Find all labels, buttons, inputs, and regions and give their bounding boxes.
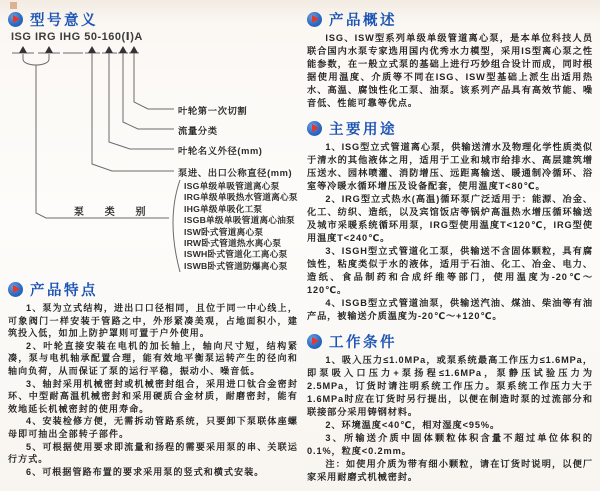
- section-title-model: 型号意义: [30, 12, 98, 29]
- play-triangle-icon: [312, 337, 319, 345]
- model-code: ISG IRG IHG 50-160(Ⅰ)A: [11, 31, 143, 43]
- play-icon: [307, 121, 322, 136]
- play-icon: [8, 282, 23, 297]
- use-item: 3、ISGH型立式管道化工泵，供输送不含固体颗粒，具有腐蚀性，粘度类似于水的液体，适用于石油、化工、冶金、电力、造纸、食品制药和合成纤维等部门，使用温度为-20℃～120℃。: [307, 246, 593, 295]
- leader-line-category: [36, 65, 169, 218]
- overview-paragraph: ISG、ISW型系列单级单级管道离心泵，是本单位科技人员联合国内水泵专家选用国内优秀水力模型，采用IS型离心泵之性能参数，在一般立式泵的基础上进行巧妙组合设计而成，同时根据使用温度、介质等不同在ISG、ISW型基础上派生出适用热水、高温、腐蚀性化工泵、油泵。该系列产品具有高效节能、噪音低、性能可靠等优点。: [307, 33, 593, 108]
- play-triangle-icon: [13, 285, 20, 293]
- section-title-features: 产品特点: [30, 282, 98, 299]
- left-column: [8, 8, 298, 478]
- section-header-features: [8, 280, 298, 298]
- pump-type-item: ISWH卧式管道化工离心泵: [184, 249, 288, 260]
- feature-item: 3、轴封采用机械密封或机械密封组合，采用进口钛合金密封环、中型耐高温机械密封和采用硬质合金材质，耐磨密封，能有效地延长机械密封的使用寿命。: [8, 378, 298, 414]
- section-title-conditions: 工作条件: [329, 334, 397, 351]
- play-icon: [307, 12, 322, 27]
- use-item: 4、ISGB型立式管道油泵，供输送汽油、煤油、柴油等有油产品，被输送介质温度为-20℃～+120℃。: [307, 298, 593, 321]
- section-title-overview: 产品概述: [329, 12, 397, 29]
- right-column: [307, 8, 593, 484]
- feature-item: 4、安装检修方便，无需拆动管路系统，只要卸下泵联体座螺母即可抽出全部转子部件。: [8, 416, 298, 439]
- leader-line-roman: [123, 53, 174, 129]
- condition-item: 1、吸入压力≤1.0MPa，或泵系统最高工作压力≤1.6MPa，即泵吸入口压力+泵扬程≤1.6MPa，泵静压试验压力为2.5MPa，订货时请注明系统工作压力。泵系统工作压力大于1.6MPa时应在订货时另行提出，以便在制造时泵的过流部分和联接部分采用铸钢材料。: [307, 355, 593, 417]
- play-icon: [8, 12, 23, 27]
- arrow-markers: [19, 46, 138, 53]
- label-impeller-outer-diameter: 叶轮名义外径(mm): [178, 146, 263, 156]
- pump-type-item: IRG单级单吸热水管道离心泵: [184, 192, 298, 203]
- play-triangle-icon: [13, 15, 20, 23]
- section-header-model: [8, 10, 298, 28]
- model-diagram: [8, 30, 298, 278]
- label-flow-classification: 流量分类: [178, 126, 218, 136]
- leader-u-curve: [23, 54, 49, 65]
- feature-item: 5、可根据使用要求即流量和扬程的需要采用泵的串、关联运行方式。: [8, 441, 298, 465]
- play-triangle-icon: [312, 15, 319, 23]
- condition-note: 注：如使用介质为带有细小颗粒，请在订货时说明，以便厂家采用耐磨式机械密封。: [307, 459, 593, 482]
- pump-type-item: ISGB单级单吸管道离心油泵: [184, 215, 295, 226]
- condition-item: 2、环境温度<40℃，相对湿度<95%。: [325, 420, 501, 430]
- label-impeller-first-cut: 叶轮第一次切割: [178, 106, 248, 116]
- pump-type-item: ISWB卧式管道防爆离心泵: [184, 260, 288, 271]
- feature-item: 2、叶轮直接安装在电机的加长轴上，轴向尺寸短，结构紧凑，泵与电机轴承配置合理，能有效地平衡泵运转产生的径向和轴向负荷，从而保证了泵的运行平稳，振动小、噪音低。: [8, 340, 298, 376]
- section-header-overview: [307, 10, 593, 28]
- label-port-nominal-diameter: 泵进、出口公称直径(mm): [178, 168, 293, 178]
- pump-type-item: ISW卧式管道离心泵: [184, 226, 264, 237]
- pump-type-item: IHG单级单吸化工泵: [184, 203, 263, 214]
- pump-list-brace: [173, 180, 180, 272]
- condition-item: 3、所输送介质中固体颗粒体积含量不超过单位体积的0.1%，粒度<0.2mm。: [307, 433, 593, 456]
- use-item: 1、ISG型立式管道离心泵，供输送清水及物理化学性质类似于清水的其他液体之用，适用于工业和城市给排水、高层建筑增压送水、园林喷灌、消防增压、远距离输送、暖通制冷循环、浴室等冷暖水循环增压及设备配套，使用温度T<80℃。: [307, 142, 593, 191]
- leader-line-160: [109, 53, 174, 149]
- pump-type-item: ISG单级单吸管道离心泵: [184, 181, 280, 191]
- feature-item: 6、可根据管路布置的要求采用泵的竖式和横式安装。: [26, 466, 265, 477]
- leader-line-a: [134, 53, 174, 109]
- section-header-uses: [307, 119, 593, 137]
- play-icon: [307, 334, 322, 349]
- feature-item: 1、泵为立式结构，进出口口径相同，且位于同一中心线上，可象阀门一样安装于管路之中，外形紧凑美观，占地面积小，建筑投入低，如加上防护罩则可置于户外使用。: [8, 303, 298, 339]
- section-title-uses: 主要用途: [329, 121, 397, 138]
- use-item: 2、IRG型立式热水(高温)循环泵广泛适用于：能源、冶金、化工、纺织、造纸，以及宾馆饭店等锅炉高温热水增压循环输送及城市采暖系统循环用泵，IRG型使用温度T<120℃，IRG型使用温度T<240℃。: [307, 194, 593, 243]
- leader-line-50: [92, 53, 174, 171]
- pump-type-item: IRW卧式管道热水离心泵: [184, 238, 282, 249]
- pump-type-list: [184, 181, 298, 272]
- section-header-conditions: [307, 332, 593, 350]
- play-triangle-icon: [312, 124, 319, 132]
- label-pump-category: 泵 类 别: [74, 207, 155, 218]
